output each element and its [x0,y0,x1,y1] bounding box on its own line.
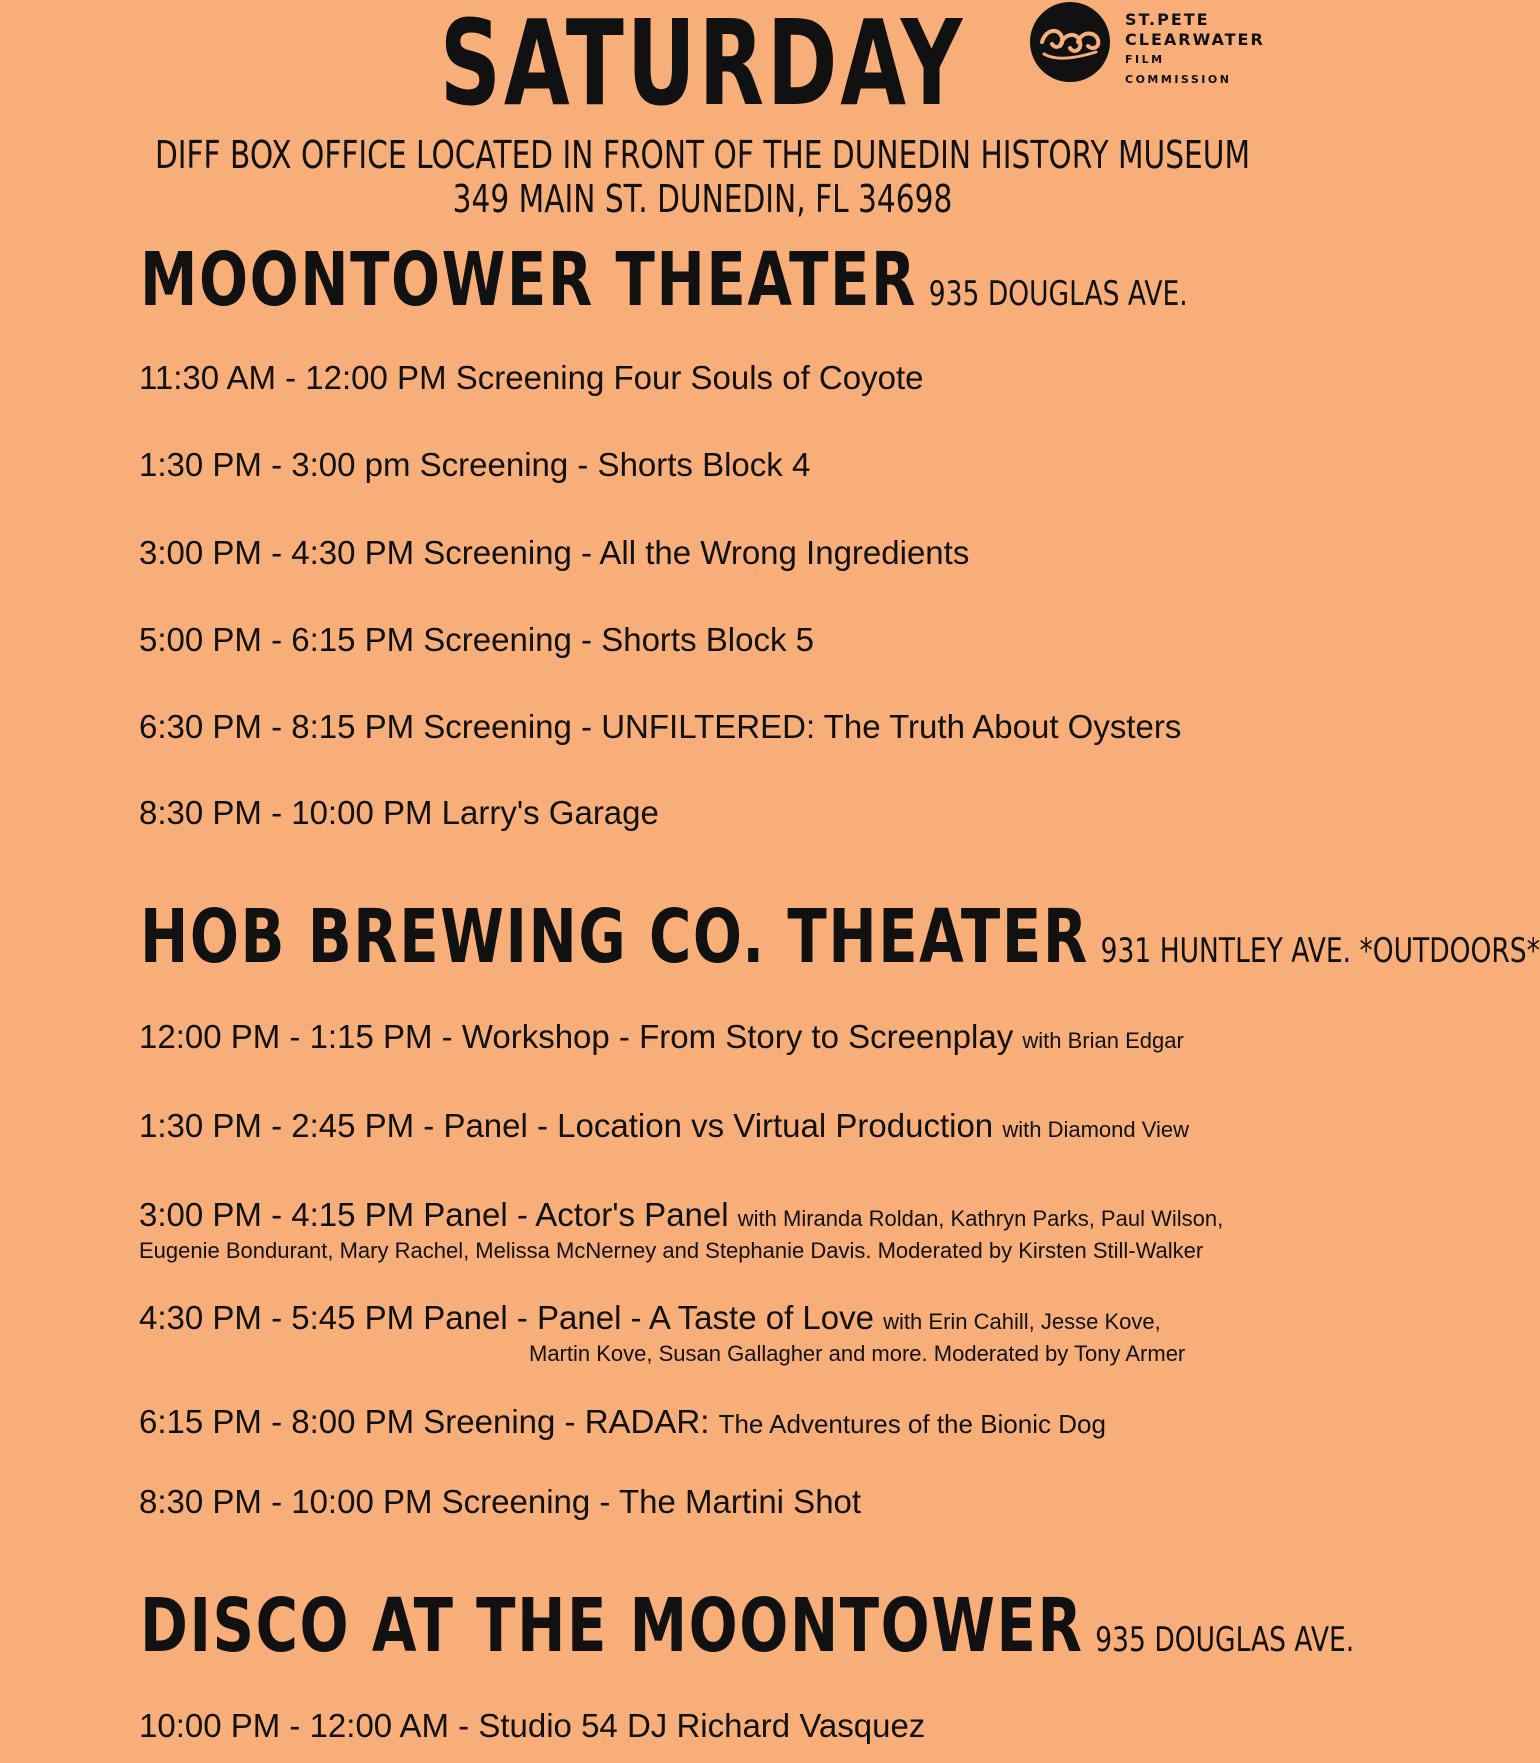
page-title: SATURDAY [439,0,966,132]
schedule-item [139,1195,1223,1239]
schedule-item [139,1402,1106,1444]
event-guests-continued: Eugenie Bondurant, Mary Rachel, Melissa McNerney and Stephanie Davis. Moderated by Kirsten Still-Walker [139,1238,1204,1263]
event-title: 1:30 PM - 2:45 PM - Panel - Location vs Virtual Production [139,1107,994,1144]
event-title: 12:00 PM - 1:15 PM - Workshop - From Story to Screenplay [139,1018,1014,1055]
venue-name: HOB BREWING CO. THEATER [140,894,1089,980]
venue-name: MOONTOWER THEATER [140,237,918,323]
schedule-item: 5:00 PM - 6:15 PM Screening - Shorts Block 5 [139,621,814,658]
event-title: 4:30 PM - 5:45 PM Panel - Panel - A Taste of Love [139,1299,874,1336]
film-commission-logo [1030,0,1270,84]
swirl-wave-icon [1030,2,1110,82]
schedule-item [139,1017,1184,1061]
logo-text [1125,10,1270,90]
event-guests: with Miranda Roldan, Kathryn Parks, Paul Wilson, [737,1206,1224,1231]
venue-address: 935 DOUGLAS AVE. [928,274,1188,314]
schedule-item: 10:00 PM - 12:00 AM - Studio 54 DJ Richard Vasquez [139,1707,926,1744]
venue-heading-hob-brewing [140,894,1540,980]
box-office-info: DIFF BOX OFFICE LOCATED IN FRONT OF THE DUNEDIN HISTORY MUSEUM [154,133,1251,177]
schedule-item: 1:30 PM - 3:00 pm Screening - Shorts Block 4 [139,446,811,483]
schedule-item [139,1298,1161,1342]
logo-line-1: ST.PETE [1125,10,1210,29]
event-subtitle: The Adventures of the Bionic Dog [718,1409,1106,1439]
schedule-item: 11:30 AM - 12:00 PM Screening Four Souls of Coyote [139,359,924,396]
schedule-item: 6:30 PM - 8:15 PM Screening - UNFILTERED: The Truth About Oysters [139,708,1182,745]
schedule-item: 8:30 PM - 10:00 PM Larry's Garage [139,794,659,831]
venue-name: DISCO AT THE MOONTOWER [140,1583,1084,1669]
logo-line-3: FILM COMMISSION [1125,53,1232,86]
box-office-address: 349 MAIN ST. DUNEDIN, FL 34698 [452,177,953,221]
logo-line-2: CLEARWATER [1125,30,1265,49]
event-guests-continued: Martin Kove, Susan Gallagher and more. Moderated by Tony Armer [529,1341,1186,1366]
venue-address: 935 DOUGLAS AVE. [1095,1620,1355,1660]
venue-heading-disco [140,1583,1354,1669]
venue-heading-moontower [140,237,1188,323]
event-guests: with Erin Cahill, Jesse Kove, [883,1309,1161,1334]
event-guests: with Brian Edgar [1022,1028,1184,1053]
event-title: 6:15 PM - 8:00 PM Sreening - RADAR: [139,1403,710,1440]
event-guests: with Diamond View [1002,1117,1190,1142]
event-title: 3:00 PM - 4:15 PM Panel - Actor's Panel [139,1196,729,1233]
schedule-item: 3:00 PM - 4:30 PM Screening - All the Wrong Ingredients [139,534,970,571]
venue-address: 931 HUNTLEY AVE. *OUTDOORS* [1100,931,1540,971]
schedule-item: 8:30 PM - 10:00 PM Screening - The Martini Shot [139,1483,862,1520]
schedule-item [139,1106,1189,1150]
